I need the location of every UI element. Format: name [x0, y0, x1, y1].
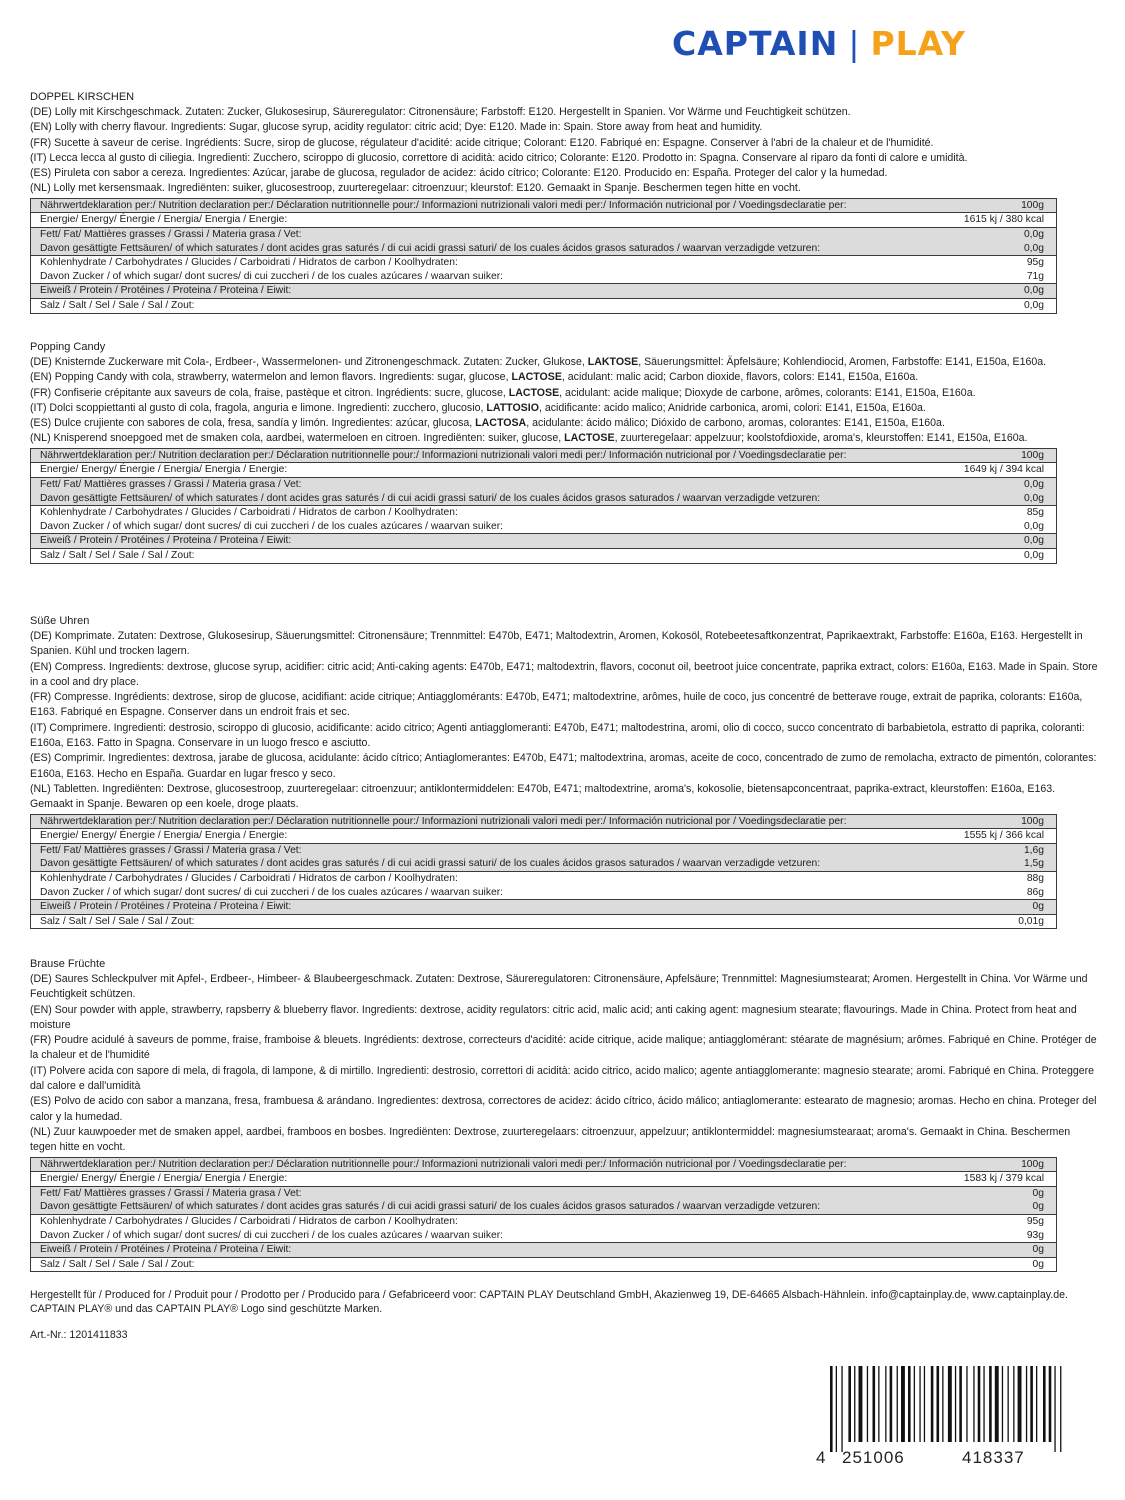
nutrition-label: Eiweiß / Protein / Protéines / Proteina / Proteina / Eiwit: — [31, 284, 944, 299]
ingredient-line: (IT) Comprimere. Ingredienti: destrosio, sciroppo di glucosio, acidificante: acido citrico; Agenti antiagglomeranti: E470b, E471; maltodestrina, aromi, olio di cocco, succo concentrato di barbabietola, estratto di paprika, coloranti: E160a, E163. Fatto in Spagna. Conservare in un luogo fresco e asciutto. — [30, 721, 1085, 750]
barcode-bar — [989, 1366, 992, 1442]
nutrition-value: 1,5g — [943, 857, 1056, 871]
barcode-bars — [830, 1366, 1061, 1452]
nutrition-value: 71g — [1026, 270, 1044, 282]
nutrition-value: 86g — [1026, 886, 1044, 898]
nutrition-row-energy — [31, 1172, 1057, 1187]
nutrition-label: Energie/ Energy/ Énergie / Energia/ Energia / Energie: — [31, 829, 944, 844]
nutrition-row-salt — [31, 1257, 1057, 1272]
nutrition-header-value: 100g — [943, 1157, 1056, 1172]
logo-part2: PLAY — [870, 24, 966, 63]
barcode-bar — [973, 1366, 974, 1442]
nutrition-label: Salz / Salt / Sel / Sale / Sal / Zout: — [31, 914, 944, 929]
product-title: DOPPEL KIRSCHEN — [30, 91, 135, 103]
allergen: LACTOSE — [564, 432, 615, 445]
barcode-bar — [955, 1366, 956, 1442]
allergen: LATTOSIO — [486, 401, 539, 414]
footer-manufacturer: Hergestellt für / Produced for / Produit pour / Prodotto per / Producido para / Gefabriceerd voor: CAPTAIN PLAY Deutschland GmbH, Akazienweg 19, DE-64665 Alsbach-Hähnlein. info@captainplay.de, www.captainplay.de. CAPTAIN PLAY® und das CAPTAIN PLAY® Logo sind geschützte Marken. — [30, 1289, 1068, 1315]
nutrition-label: Eiweiß / Protein / Protéines / Proteina / Proteina / Eiwit: — [31, 1243, 944, 1258]
barcode-bar — [854, 1366, 855, 1442]
nutrition-row-sugar — [31, 520, 1057, 534]
nutrition-value: 1555 kj / 366 kcal — [943, 829, 1056, 844]
ingredient-line — [30, 431, 1098, 446]
product-title: Popping Candy — [30, 341, 106, 353]
barcode-bar — [841, 1366, 842, 1452]
nutrition-row-saturates — [31, 242, 1057, 256]
nutrition-value: 0g — [943, 1257, 1056, 1272]
barcode-bar — [1043, 1366, 1046, 1442]
nutrition-label: Davon Zucker / of which sugar/ dont sucres/ di cui zuccheri / de los cuales azúcares / waarvan suiker: — [40, 270, 503, 282]
nutrition-value: 85g — [943, 506, 1056, 520]
nutrition-value: 0,0g — [943, 227, 1056, 241]
ingredient-line — [30, 370, 1098, 385]
nutrition-row-carbs — [31, 256, 1057, 270]
barcode-bar — [959, 1366, 962, 1442]
barcode-bar — [1008, 1366, 1009, 1442]
barcode-bar — [908, 1366, 911, 1442]
ingredient-text: (EN) Popping Candy with cola, strawberry, watermelon and lemon flavors. Ingredients: sugar, glucose, — [30, 371, 512, 384]
nutrition-value: 0,0g — [943, 548, 1056, 563]
nutrition-value: 0,0g — [943, 298, 1056, 313]
ingredient-line: (NL) Lolly met kersensmaak. Ingrediënten: suiker, glucosestroop, zuurteregelaar: citroenzuur; kleurstof: E120. Gemaakt in Spanje. Beschermen tegen hitte en vocht. — [30, 182, 801, 195]
nutrition-label: Fett/ Fat/ Mattières grasses / Grassi / Materia grasa / Vet: — [31, 227, 944, 241]
barcode-digits-left: 251006 — [842, 1448, 905, 1466]
nutrition-header-row — [31, 814, 1057, 829]
nutrition-label: Eiweiß / Protein / Protéines / Proteina / Proteina / Eiwit: — [31, 900, 944, 915]
barcode-bar — [873, 1366, 876, 1442]
nutrition-row-energy — [31, 213, 1057, 228]
nutrition-row-sugar — [31, 270, 1057, 284]
barcode-bar — [931, 1366, 934, 1442]
nutrition-row-protein — [31, 900, 1057, 915]
barcode-bar — [867, 1366, 868, 1442]
nutrition-table — [30, 198, 1057, 314]
nutrition-header-value: 100g — [943, 814, 1056, 829]
nutrition-value: 0g — [943, 900, 1056, 915]
ingredient-line: (EN) Lolly with cherry flavour. Ingredients: Sugar, glucose syrup, acidity regulator: citric acid; Dye: E120. Made in: Spain. Store away from heat and humidity. — [30, 121, 763, 134]
nutrition-row-saturates — [31, 492, 1057, 506]
nutrition-row-salt — [31, 298, 1057, 313]
ingredient-line — [30, 386, 1098, 401]
barcode-bar — [995, 1366, 999, 1442]
nutrition-row-energy — [31, 829, 1057, 844]
ingredient-line: (DE) Saures Schleckpulver mit Apfel-, Erdbeer-, Himbeer- & Blaubeergeschmack. Zutaten: Dextrose, Säureregulatoren: Citronensäure, Apfelsäure; Trennmittel: Magnesiumstearat; Aromen. Hergestellt in China. Vor Wärme und Feuchtigkeit schützen. — [30, 973, 1088, 1001]
nutrition-row-fat — [31, 843, 1057, 857]
nutrition-header-value: 100g — [943, 448, 1056, 463]
nutrition-value: 0,0g — [1023, 520, 1044, 532]
nutrition-value: 0,0g — [943, 534, 1056, 549]
ingredient-line: (EN) Compress. Ingredients: dextrose, glucose syrup, acidifier: citric acid; Anti-caking agents: E470b, E471; maltodextrin, flavors, coconut oil, beetroot juice concentrate, paprika extract, colors: E160a, E163. Made in Spain. Store in a cool and dry place. — [30, 660, 1098, 688]
ingredient-line: (FR) Compresse. Ingrédients: dextrose, sirop de glucose, acidifiant: acide citrique; Antiagglomérants: E470b, E471; maltodextrine, arômes, huile de coco, jus concentré de betterave rouge, extrait de paprika, colorants: E160a, E163. Fabriqué en Espagne. Conserver dans un endroit frais et sec. — [30, 691, 1083, 719]
nutrition-label: Kohlenhydrate / Carbohydrates / Glucides / Carboidrati / Hidratos de carbon / Koolhydraten: — [31, 506, 944, 520]
article-number: Art.-Nr.: 1201411833 — [30, 1329, 128, 1341]
barcode-bar — [890, 1366, 893, 1442]
nutrition-row-sugar — [31, 886, 1057, 900]
nutrition-header-row — [31, 198, 1057, 213]
allergen: LAKTOSE — [587, 356, 639, 368]
nutrition-label: Fett/ Fat/ Mattières grasses / Grassi / Materia grasa / Vet: — [31, 1186, 944, 1200]
nutrition-label: Davon gesättigte Fettsäuren/ of which saturates / dont acides gras saturés / di cui acidi grassi saturi/ de los cuales ácidos grasos saturados / waarvan verzadigde vetzuren: — [31, 242, 944, 256]
barcode-bar — [836, 1366, 837, 1452]
ingredient-line: (FR) Sucette à saveur de cerise. Ingrédients: Sucre, sirop de glucose, régulateur d'acidité: acide citrique; Colorant: E120. Fabriqué en: Espagne. Conserver à l'abri de la chaleur et de l'humidité. — [30, 136, 934, 149]
nutrition-value: 1,6g — [943, 843, 1056, 857]
logo-part1: CAPTAIN — [672, 24, 839, 63]
ingredient-line: (ES) Polvo de acido con sabor a manzana, fresa, frambuesa & arándano. Ingredientes: dextrosa, correctores de acidez: ácido cítrico, ácido málico; antiaglomerante: estearato de magnesio; aromas. Hecho en china. Proteger del calor y la humedad. — [30, 1095, 1097, 1123]
nutrition-row-salt — [31, 548, 1057, 563]
ingredient-line — [30, 355, 1098, 370]
nutrition-label: Energie/ Energy/ Énergie / Energia/ Energia / Energie: — [31, 463, 944, 478]
ingredient-line: (NL) Tabletten. Ingrediënten: Dextrose, glucosestroop, zuurteregelaar: citroenzuur; antiklontermiddelen: E470b, E471; maltodextrine, aroma's, kokosolie, bietensapconcentraat, paprika-extract, kleurstoffen: E160a, E163. Gemaakt in Spanje. Bewaren op een koele, droge plaats. — [30, 782, 1056, 811]
nutrition-value: 1615 kj / 380 kcal — [943, 213, 1056, 228]
nutrition-label: Kohlenhydrate / Carbohydrates / Glucides / Carboidrati / Hidratos de carbon / Koolhydraten: — [31, 1214, 944, 1228]
nutrition-value: 0,0g — [943, 477, 1056, 491]
ingredient-line: (ES) Comprimir. Ingredientes: dextrosa, jarabe de glucosa, acidulante: ácido cítrico; Antiaglomerantes: E470b, E471; maltodextrina, aromas, aceite de coco, concentrado de zumo de remolacha, extracto de pimentón, colorantes: E160a, E163. Hecho en España. Guardar en lugar fresco y seco. — [30, 752, 1097, 780]
nutrition-row-protein — [31, 284, 1057, 299]
ingredient-line: (IT) Polvere acida con sapore di mela, di fragola, di lampone, & di mirtillo. Ingredienti: destrosio, correttori di acidità: acido citrico, acido malico; agente antiagglomerante: magnesio stearate; aromi. Fabriqué en China. Proteggere dal calore e dall'umidità — [30, 1064, 1095, 1093]
nutrition-value: 88g — [943, 871, 1056, 885]
nutrition-header-label: Nährwertdeklaration per:/ Nutrition declaration per:/ Déclaration nutritionnelle pour:/ Informazioni nutrizionali valori medi per:/ Información nutricional por / Voedingsdeclaratie per: — [31, 448, 944, 463]
barcode-bar — [978, 1366, 981, 1442]
ingredient-line: (NL) Zuur kauwpoeder met de smaken appel, aardbei, framboos en bosbes. Ingrediënten: Dextrose, zuurteregelaars: citroenzuur, appelzuur; antiklontermiddel: magnesiumstearaat; aroma's. Gemaakt in China. Beschermen tegen hitte en vocht. — [30, 1125, 1071, 1154]
logo-separator: | — [848, 24, 861, 63]
allergen: LACTOSA — [475, 417, 527, 430]
ingredient-text: , zuurteregelaar: appelzuur; koolstofdioxide, aroma's, kleurstoffen: E141, E150a, E160a. — [614, 432, 1028, 445]
nutrition-label: Davon Zucker / of which sugar/ dont sucres/ di cui zuccheri / de los cuales azúcares / waarvan suiker: — [40, 886, 503, 898]
ingredient-line — [30, 401, 1098, 416]
nutrition-value: 0,0g — [943, 284, 1056, 299]
ingredient-text: , acidulant: malic acid; Carbon dioxide, flavors, colors: E141, E150a, E160a. — [561, 371, 919, 384]
nutrition-header-row — [31, 448, 1057, 463]
barcode-bar — [901, 1366, 905, 1442]
nutrition-label: Fett/ Fat/ Mattières grasses / Grassi / Materia grasa / Vet: — [31, 843, 944, 857]
ingredient-line: (FR) Poudre acidulé à saveurs de pomme, fraise, framboise & bleuets. Ingrédients: dextrose, correcteurs d'acidité: acide citrique, acide malique; antiagglomérant: stéarate de magnésium; arômes. Fabriqué en Chine. Protéger de la chaleur et de l'humidité — [30, 1034, 1097, 1062]
nutrition-header-label: Nährwertdeklaration per:/ Nutrition declaration per:/ Déclaration nutritionnelle pour:/ Informazioni nutrizionali valori medi per:/ Información nutricional por / Voedingsdeclaratie per: — [31, 1157, 944, 1172]
nutrition-value: 0g — [943, 1200, 1056, 1214]
nutrition-row-saturates — [31, 857, 1057, 871]
nutrition-header-label: Nährwertdeklaration per:/ Nutrition declaration per:/ Déclaration nutritionnelle pour:/ Informazioni nutrizionali valori medi per:/ Información nutricional por / Voedingsdeclaratie per: — [31, 814, 944, 829]
nutrition-label: Davon gesättigte Fettsäuren/ of which saturates / dont acides gras saturés / di cui acidi grassi saturi/ de los cuales ácidos grasos saturados / waarvan verzadigde vetzuren: — [31, 857, 944, 871]
barcode-bar — [983, 1366, 984, 1442]
nutrition-label: Eiweiß / Protein / Protéines / Proteina / Proteina / Eiwit: — [31, 534, 944, 549]
ingredient-line: (IT) Lecca lecca al gusto di ciliegia. Ingredienti: Zucchero, sciroppo di glucosio, correttore di acidità: acido citrico; Colorante: E120. Prodotto in: Spagna. Conservare al riparo da fonti di calore e umidità. — [30, 151, 968, 164]
nutrition-value: 1583 kj / 379 kcal — [943, 1172, 1056, 1187]
ingredient-text: , acidulante: ácido málico; Dióxido de carbono, aromas, colorantes: E141, E150a, E160a. — [526, 417, 945, 430]
product-section — [30, 614, 1098, 929]
barcode-bar — [942, 1366, 943, 1442]
ingredient-text: (DE) Knisternde Zuckerware mit Cola-, Erdbeer-, Wassermelonen- und Zitronengeschmack. Zutaten: Zucker, Glukose, — [30, 356, 588, 368]
barcode-bar — [1013, 1366, 1014, 1442]
nutrition-value: 0g — [943, 1243, 1056, 1258]
ingredient-text: (IT) Dolci scoppiettanti al gusto di cola, fragola, anguria e limone. Ingredienti: zucchero, glucosio, — [30, 401, 487, 414]
nutrition-label: Energie/ Energy/ Énergie / Energia/ Energia / Energie: — [31, 213, 944, 228]
nutrition-label: Salz / Salt / Sel / Sale / Sal / Zout: — [31, 548, 944, 563]
nutrition-label: Davon Zucker / of which sugar/ dont sucres/ di cui zuccheri / de los cuales azúcares / waarvan suiker: — [40, 520, 503, 532]
nutrition-row-carbs — [31, 506, 1057, 520]
barcode-bar — [919, 1366, 920, 1442]
barcode-bar — [948, 1366, 952, 1442]
ingredient-line: (DE) Komprimate. Zutaten: Dextrose, Glukosesirup, Säuerungsmittel: Citronensäure; Trennmittel: E470b, E471; Maltodextrin, Aromen, Kokosöl, Rotebeetesaftkonzentrat, Paprikaextrakt, Farbstoffe: E160a, E163. Hergestellt in Spanien. Kühl und trocken lagern. — [30, 630, 1083, 658]
barcode-bar — [1060, 1366, 1061, 1452]
ingredient-text: , acidulant: acide malique; Dioxyde de carbone, arômes, colorants: E141, E150a, E160a. — [559, 386, 976, 399]
nutrition-row-fat — [31, 477, 1057, 491]
nutrition-table — [30, 1157, 1057, 1273]
barcode-bar — [885, 1366, 886, 1442]
ingredient-line: (EN) Sour powder with apple, strawberry, rapsberry & blueberry flavor. Ingredients: dextrose, acidity regulators: citric acid, malic acid; anti caking agent: magnesium stearate; flavourings. Made in China. Protect from heat and moisture — [30, 1003, 1077, 1031]
barcode-bar — [1054, 1366, 1055, 1452]
ingredient-line: (DE) Lolly mit Kirschgeschmack. Zutaten: Zucker, Glukosesirup, Säureregulator: Citronensäure; Farbstoff: E120. Hergestellt in Spanien. Vor Wärme und Feuchtigkeit schützen. — [30, 106, 851, 118]
barcode-bar — [937, 1366, 940, 1442]
barcode — [812, 1366, 1102, 1466]
barcode-bar — [859, 1366, 863, 1442]
allergen: LACTOSE — [508, 386, 560, 399]
nutrition-row-carbs — [31, 1214, 1057, 1228]
ingredient-text: (FR) Confiserie crépitante aux saveurs de cola, fraise, pastèque et citron. Ingrédients: sucre, glucose, — [30, 386, 509, 399]
barcode-bar — [1049, 1366, 1052, 1442]
nutrition-label: Salz / Salt / Sel / Sale / Sal / Zout: — [31, 1257, 944, 1272]
nutrition-row-fat — [31, 227, 1057, 241]
barcode-bar — [1030, 1366, 1033, 1442]
nutrition-row-energy — [31, 463, 1057, 478]
barcode-bar — [848, 1366, 851, 1442]
nutrition-value: 93g — [1026, 1229, 1044, 1241]
ingredient-text: (ES) Dulce crujiente con sabores de cola, fresa, sandía y limón. Ingredientes: azúcar, glucosa, — [30, 417, 476, 430]
nutrition-value: 0,01g — [943, 914, 1056, 929]
nutrition-value: 0,0g — [943, 242, 1056, 256]
barcode-bar — [914, 1366, 915, 1442]
ingredient-text: , Säuerungsmittel: Äpfelsäure; Kohlendiocid, Aromen, Farbstoffe: E141, E150a, E160a. — [638, 356, 1047, 368]
nutrition-label: Fett/ Fat/ Mattières grasses / Grassi / Materia grasa / Vet: — [31, 477, 944, 491]
nutrition-header-value: 100g — [943, 198, 1056, 213]
nutrition-label: Salz / Salt / Sel / Sale / Sal / Zout: — [31, 298, 944, 313]
nutrition-label: Davon Zucker / of which sugar/ dont sucres/ di cui zuccheri / de los cuales azúcares / waarvan suiker: — [40, 1229, 503, 1241]
ingredient-line: (ES) Piruleta con sabor a cereza. Ingredientes: Azúcar, jarabe de glucosa, regulador de acidez: ácido cítrico; Colorante: E120. Producido en: España. Proteger del calor y la humedad. — [30, 167, 888, 180]
barcode-bar — [878, 1366, 879, 1442]
nutrition-row-salt — [31, 914, 1057, 929]
nutrition-header-row — [31, 1157, 1057, 1172]
barcode-bar — [966, 1366, 967, 1442]
product-title: Brause Früchte — [30, 958, 106, 970]
nutrition-value: 0,0g — [943, 492, 1056, 506]
nutrition-row-protein — [31, 534, 1057, 549]
nutrition-row-fat — [31, 1186, 1057, 1200]
nutrition-row-sugar — [31, 1229, 1057, 1243]
barcode-digits-right: 418337 — [962, 1448, 1025, 1466]
nutrition-label: Kohlenhydrate / Carbohydrates / Glucides / Carboidrati / Hidratos de carbon / Koolhydraten: — [31, 871, 944, 885]
nutrition-value: 95g — [943, 256, 1056, 270]
nutrition-value: 95g — [943, 1214, 1056, 1228]
ingredient-line — [30, 416, 1098, 431]
barcode-bar — [1026, 1366, 1027, 1442]
nutrition-row-saturates — [31, 1200, 1057, 1214]
ingredient-text: (NL) Knisperend snoepgoed met de smaken cola, aardbei, watermeloen en citroen. Ingrediënten: suiker, glucose, — [30, 432, 565, 445]
nutrition-header-label: Nährwertdeklaration per:/ Nutrition declaration per:/ Déclaration nutritionnelle pour:/ Informazioni nutrizionali valori medi per:/ Información nutricional por / Voedingsdeclaratie per: — [31, 198, 944, 213]
nutrition-row-protein — [31, 1243, 1057, 1258]
barcode-bar — [1018, 1366, 1022, 1442]
barcode-bar — [1036, 1366, 1037, 1442]
ingredient-text: , acidificante: acido malico; Anidride carbonica, aromi, colori: E141, E150a, E160a. — [538, 401, 926, 414]
product-section — [30, 957, 1098, 1272]
allergen: LACTOSE — [511, 371, 562, 384]
barcode-bar — [897, 1366, 898, 1442]
nutrition-label: Kohlenhydrate / Carbohydrates / Glucides / Carboidrati / Hidratos de carbon / Koolhydraten: — [31, 256, 944, 270]
product-section — [30, 340, 1098, 564]
nutrition-label: Energie/ Energy/ Énergie / Energia/ Energia / Energie: — [31, 1172, 944, 1187]
nutrition-label: Davon gesättigte Fettsäuren/ of which saturates / dont acides gras saturés / di cui acidi grassi saturi/ de los cuales ácidos grasos saturados / waarvan verzadigde vetzuren: — [31, 492, 944, 506]
barcode-bar — [1002, 1366, 1003, 1442]
nutrition-label: Davon gesättigte Fettsäuren/ of which saturates / dont acides gras saturés / di cui acidi grassi saturi/ de los cuales ácidos grasos saturados / waarvan verzadigde vetzuren: — [31, 1200, 944, 1214]
nutrition-table — [30, 814, 1057, 930]
barcode-bar — [830, 1366, 833, 1452]
nutrition-table — [30, 448, 1057, 564]
nutrition-row-carbs — [31, 871, 1057, 885]
nutrition-value: 0g — [943, 1186, 1056, 1200]
barcode-bar — [924, 1366, 925, 1442]
captain-play-logo — [672, 24, 1012, 64]
product-section — [30, 90, 1098, 314]
nutrition-value: 1649 kj / 394 kcal — [943, 463, 1056, 478]
product-title: Süße Uhren — [30, 615, 90, 627]
barcode-digit-first: 4 — [816, 1448, 826, 1466]
